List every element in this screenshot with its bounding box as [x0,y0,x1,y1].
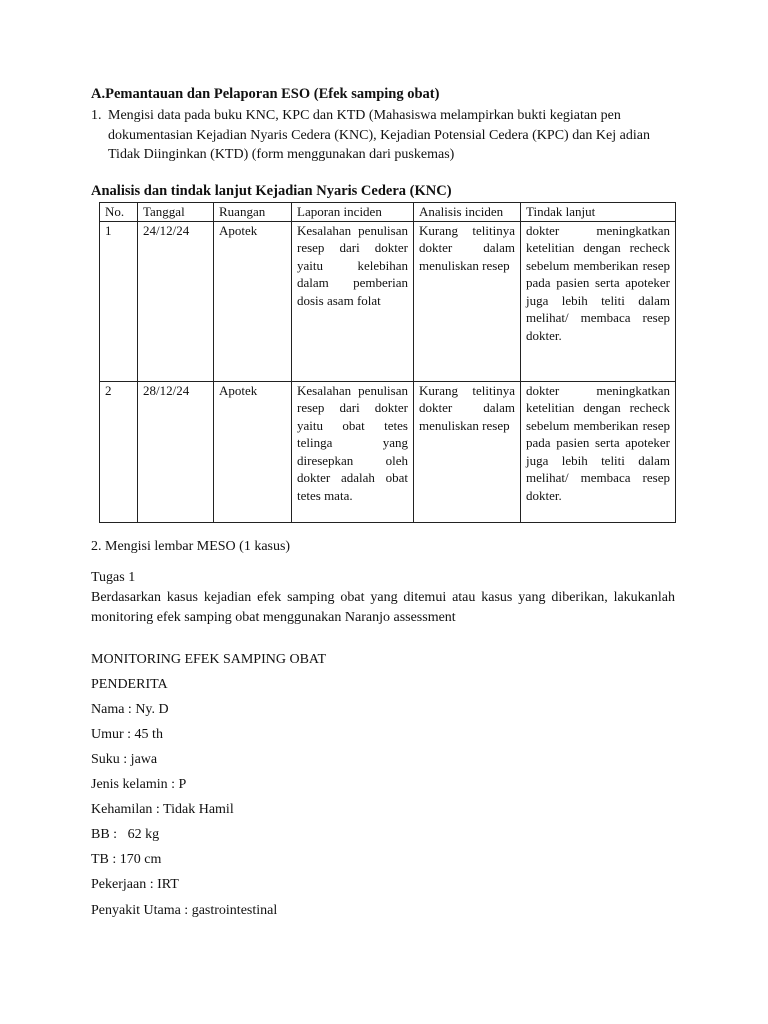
field-pekerjaan: Pekerjaan : IRT [91,877,179,892]
cell-laporan: Kesalahan penulisan resep dari dokter yaitu obat tetes telinga yang diresepkan oleh dokter adalah obat tetes mata. [292,381,414,522]
field-kehamilan: Kehamilan : Tidak Hamil [91,802,234,817]
tugas-label: Tugas 1 [91,570,136,585]
header-analisis: Analisis inciden [414,203,521,222]
tugas-description: Berdasarkan kasus kejadian efek samping obat yang ditemui atau kasus yang diberikan, lakukanlah monitoring efek samping obat menggunakan Naranjo assessment [91,590,675,625]
cell-ruangan: Apotek [214,381,292,522]
item-2: 2. Mengisi lembar MESO (1 kasus) [91,539,291,554]
cell-tindak: dokter meningkatkan ketelitian dengan recheck sebelum memberikan resep pada pasien serta apoteker juga lebih teliti dalam melihat/ membaca resep dokter. [521,221,676,381]
header-ruangan: Ruangan [214,203,292,222]
header-no: No. [100,203,138,222]
field-nama: Nama : Ny. D [91,702,169,717]
cell-tanggal: 28/12/24 [138,381,214,522]
field-penyakit-utama: Penyakit Utama : gastrointestinal [91,903,278,918]
field-tb: TB : 170 cm [91,852,162,867]
cell-tindak: dokter meningkatkan ketelitian dengan recheck sebelum memberikan resep pada pasien serta apoteker juga lebih teliti dalam melihat/ membaca resep dokter. [521,381,676,522]
header-tanggal: Tanggal [138,203,214,222]
item-1-text: Mengisi data pada buku KNC, KPC dan KTD (Mahasiswa melampirkan bukti kegiatan pen dokumentasian Kejadian Nyaris Cedera (KNC), Kejadian Potensial Cedera (KPC) dan Kej adian Tidak Diinginkan (KTD) (form menggunakan dari puskemas) [108,108,650,162]
field-suku: Suku : jawa [91,752,158,767]
cell-laporan: Kesalahan penulisan resep dari dokter yaitu kelebihan dalam pemberian dosis asam folat [292,221,414,381]
cell-tanggal: 24/12/24 [138,221,214,381]
cell-analisis: Kurang telitinya dokter dalam menuliskan resep [414,221,521,381]
field-jenis-kelamin: Jenis kelamin : P [91,777,187,792]
table-header-row [100,203,676,222]
knc-table [99,202,676,523]
monitoring-heading: MONITORING EFEK SAMPING OBAT [91,652,327,667]
knc-table-title: Analisis dan tindak lanjut Kejadian Nyaris Cedera (KNC) [91,183,452,199]
item-1-number: 1. [91,108,102,123]
item-1 [91,106,679,165]
table-row [100,221,676,381]
cell-analisis: Kurang telitinya dokter dalam menuliskan resep [414,381,521,522]
cell-no: 1 [100,221,138,381]
header-tindak: Tindak lanjut [521,203,676,222]
cell-ruangan: Apotek [214,221,292,381]
penderita-heading: PENDERITA [91,677,168,692]
field-bb: BB : 62 kg [91,827,160,842]
field-umur: Umur : 45 th [91,727,163,742]
table-row [100,381,676,522]
header-laporan: Laporan inciden [292,203,414,222]
cell-no: 2 [100,381,138,522]
section-a-title: A.Pemantauan dan Pelaporan ESO (Efek samping obat) [91,86,440,102]
